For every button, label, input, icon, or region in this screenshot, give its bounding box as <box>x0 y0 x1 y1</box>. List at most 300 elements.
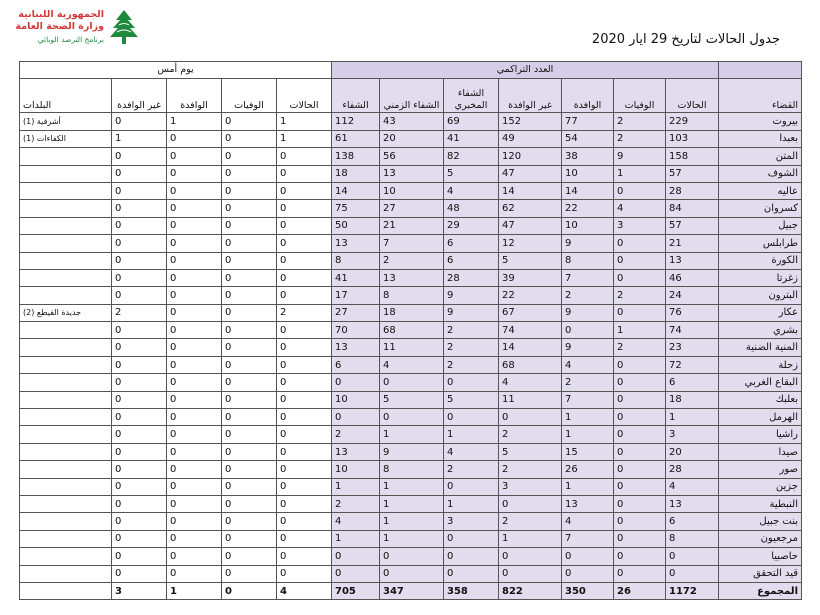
col-y-imported: الوافدة <box>167 79 222 113</box>
cell-y-non-imported: 0 <box>112 182 167 199</box>
table-row <box>20 513 802 530</box>
header-spacer <box>719 62 802 79</box>
col-recovered-time: الشفاء الزمني <box>380 79 444 113</box>
table-row <box>20 287 802 304</box>
cell-recovered-time: 0 <box>380 409 444 426</box>
cell-district: بعلبك <box>719 391 802 408</box>
cell-recovered: 61 <box>332 130 380 147</box>
cell-recovered: 705 <box>332 582 380 599</box>
cell-y-non-imported: 0 <box>112 548 167 565</box>
cell-deaths: 0 <box>614 182 666 199</box>
cell-y-cases: 1 <box>277 130 332 147</box>
cell-recovered-lab: 0 <box>444 565 499 582</box>
cell-towns <box>20 252 112 269</box>
table-row <box>20 391 802 408</box>
cell-imported: 0 <box>562 322 614 339</box>
cell-recovered: 17 <box>332 287 380 304</box>
cell-imported: 350 <box>562 582 614 599</box>
cell-towns <box>20 548 112 565</box>
cell-district: قيد التحقق <box>719 565 802 582</box>
cell-cases: 158 <box>666 148 719 165</box>
cell-recovered: 10 <box>332 461 380 478</box>
cell-y-deaths: 0 <box>222 513 277 530</box>
cell-recovered: 0 <box>332 548 380 565</box>
table-row <box>20 165 802 182</box>
cell-cases: 8 <box>666 530 719 547</box>
cell-recovered: 2 <box>332 495 380 512</box>
cell-cases: 57 <box>666 165 719 182</box>
cell-y-cases: 0 <box>277 478 332 495</box>
cell-imported: 4 <box>562 356 614 373</box>
cell-recovered-time: 1 <box>380 513 444 530</box>
cell-towns <box>20 461 112 478</box>
col-y-cases: الحالات <box>277 79 332 113</box>
cell-recovered-time: 11 <box>380 339 444 356</box>
cell-deaths: 0 <box>614 513 666 530</box>
cell-y-cases: 0 <box>277 426 332 443</box>
cell-y-non-imported: 0 <box>112 339 167 356</box>
cell-recovered-lab: 0 <box>444 374 499 391</box>
cell-imported: 10 <box>562 217 614 234</box>
table-row <box>20 565 802 582</box>
cell-y-cases: 0 <box>277 235 332 252</box>
table-row <box>20 548 802 565</box>
cell-non-imported: 2 <box>499 513 562 530</box>
cell-recovered: 1 <box>332 530 380 547</box>
cell-towns <box>20 182 112 199</box>
cell-y-non-imported: 0 <box>112 356 167 373</box>
cell-deaths: 0 <box>614 269 666 286</box>
cell-towns <box>20 582 112 599</box>
cell-y-imported: 0 <box>167 391 222 408</box>
cell-towns <box>20 374 112 391</box>
cell-imported: 38 <box>562 148 614 165</box>
cell-imported: 15 <box>562 443 614 460</box>
cell-towns <box>20 426 112 443</box>
table-row <box>20 130 802 147</box>
cell-y-cases: 0 <box>277 200 332 217</box>
cell-y-non-imported: 0 <box>112 200 167 217</box>
cell-district: زغرتا <box>719 269 802 286</box>
cell-y-cases: 0 <box>277 252 332 269</box>
cell-deaths: 26 <box>614 582 666 599</box>
cell-y-cases: 0 <box>277 530 332 547</box>
cell-towns <box>20 391 112 408</box>
cell-deaths: 0 <box>614 443 666 460</box>
cell-y-deaths: 0 <box>222 252 277 269</box>
cell-y-deaths: 0 <box>222 287 277 304</box>
ministry-logo <box>10 6 140 46</box>
cell-cases: 46 <box>666 269 719 286</box>
cell-recovered-lab: 41 <box>444 130 499 147</box>
cell-deaths: 0 <box>614 426 666 443</box>
cell-recovered: 14 <box>332 182 380 199</box>
logo-line-republic: الجمهورية اللبنانية <box>18 9 104 20</box>
cell-cases: 1172 <box>666 582 719 599</box>
cell-y-imported: 0 <box>167 304 222 321</box>
cell-y-imported: 0 <box>167 148 222 165</box>
cell-recovered-lab: 4 <box>444 182 499 199</box>
cell-non-imported: 14 <box>499 182 562 199</box>
cell-recovered: 138 <box>332 148 380 165</box>
cell-non-imported: 49 <box>499 130 562 147</box>
cell-y-deaths: 0 <box>222 304 277 321</box>
cell-recovered: 27 <box>332 304 380 321</box>
cell-y-cases: 0 <box>277 495 332 512</box>
cell-deaths: 2 <box>614 339 666 356</box>
cell-district: بعبدا <box>719 130 802 147</box>
cell-cases: 6 <box>666 374 719 391</box>
cell-towns <box>20 565 112 582</box>
cell-towns <box>20 356 112 373</box>
header-columns-row <box>20 79 802 113</box>
col-cases: الحالات <box>666 79 719 113</box>
cell-imported: 1 <box>562 478 614 495</box>
cell-y-deaths: 0 <box>222 148 277 165</box>
cell-non-imported: 120 <box>499 148 562 165</box>
cell-deaths: 2 <box>614 287 666 304</box>
cell-imported: 54 <box>562 130 614 147</box>
cell-recovered-lab: 0 <box>444 409 499 426</box>
cell-recovered-time: 7 <box>380 235 444 252</box>
cell-y-deaths: 0 <box>222 269 277 286</box>
cell-district: زحلة <box>719 356 802 373</box>
group-cumulative: العدد التراكمي <box>332 62 719 79</box>
col-recovered-lab: الشفاء المخبري <box>444 79 499 113</box>
cell-y-cases: 0 <box>277 322 332 339</box>
cell-imported: 0 <box>562 565 614 582</box>
cell-recovered: 2 <box>332 426 380 443</box>
cell-cases: 74 <box>666 322 719 339</box>
cell-deaths: 0 <box>614 374 666 391</box>
cell-recovered: 41 <box>332 269 380 286</box>
cell-y-non-imported: 0 <box>112 391 167 408</box>
cell-cases: 13 <box>666 252 719 269</box>
cell-non-imported: 62 <box>499 200 562 217</box>
table-row <box>20 356 802 373</box>
cell-y-deaths: 0 <box>222 130 277 147</box>
cell-recovered-time: 0 <box>380 565 444 582</box>
cell-y-non-imported: 0 <box>112 409 167 426</box>
table-row <box>20 495 802 512</box>
cell-y-cases: 0 <box>277 565 332 582</box>
cell-district: بشري <box>719 322 802 339</box>
cell-cases: 28 <box>666 461 719 478</box>
cell-recovered: 13 <box>332 235 380 252</box>
cell-recovered-time: 0 <box>380 548 444 565</box>
cell-cases: 3 <box>666 426 719 443</box>
cell-recovered-time: 1 <box>380 426 444 443</box>
total-row <box>20 582 802 599</box>
cell-y-deaths: 0 <box>222 409 277 426</box>
cell-deaths: 0 <box>614 565 666 582</box>
cell-y-deaths: 0 <box>222 322 277 339</box>
cell-deaths: 1 <box>614 165 666 182</box>
table-row <box>20 148 802 165</box>
cell-imported: 13 <box>562 495 614 512</box>
cell-cases: 0 <box>666 548 719 565</box>
cell-y-cases: 0 <box>277 443 332 460</box>
cell-non-imported: 0 <box>499 565 562 582</box>
cell-recovered-lab: 69 <box>444 113 499 130</box>
cell-y-imported: 0 <box>167 356 222 373</box>
cell-y-deaths: 0 <box>222 426 277 443</box>
cell-recovered-time: 2 <box>380 252 444 269</box>
cell-towns <box>20 235 112 252</box>
col-y-deaths: الوفيات <box>222 79 277 113</box>
cell-y-deaths: 0 <box>222 478 277 495</box>
cell-recovered-time: 8 <box>380 287 444 304</box>
cell-imported: 2 <box>562 287 614 304</box>
cell-y-deaths: 0 <box>222 113 277 130</box>
cell-imported: 7 <box>562 269 614 286</box>
cell-cases: 103 <box>666 130 719 147</box>
cell-imported: 77 <box>562 113 614 130</box>
cell-non-imported: 47 <box>499 165 562 182</box>
cell-deaths: 0 <box>614 530 666 547</box>
cell-y-deaths: 0 <box>222 461 277 478</box>
table-row <box>20 182 802 199</box>
cell-district: المجموع <box>719 582 802 599</box>
table-row <box>20 200 802 217</box>
cell-recovered-lab: 0 <box>444 530 499 547</box>
cell-imported: 9 <box>562 339 614 356</box>
cell-district: المتن <box>719 148 802 165</box>
cell-y-non-imported: 0 <box>112 322 167 339</box>
group-yesterday: يوم أمس <box>20 62 332 79</box>
table-body <box>20 113 802 600</box>
cell-deaths: 0 <box>614 478 666 495</box>
cell-cases: 20 <box>666 443 719 460</box>
cell-cases: 1 <box>666 409 719 426</box>
col-y-non-imported: غير الوافدة <box>112 79 167 113</box>
cell-imported: 9 <box>562 304 614 321</box>
logo-line-program: برنامج الترصد الوبائي <box>37 35 104 44</box>
cell-district: الشوف <box>719 165 802 182</box>
cell-recovered-lab: 2 <box>444 461 499 478</box>
cell-y-non-imported: 0 <box>112 461 167 478</box>
cell-recovered: 4 <box>332 513 380 530</box>
cell-y-cases: 0 <box>277 287 332 304</box>
cell-cases: 4 <box>666 478 719 495</box>
cell-non-imported: 0 <box>499 495 562 512</box>
cell-recovered-lab: 1 <box>444 495 499 512</box>
cell-y-imported: 0 <box>167 461 222 478</box>
cell-imported: 26 <box>562 461 614 478</box>
cell-y-non-imported: 0 <box>112 495 167 512</box>
cell-y-imported: 0 <box>167 322 222 339</box>
cell-district: راشيا <box>719 426 802 443</box>
cell-recovered: 112 <box>332 113 380 130</box>
cell-deaths: 0 <box>614 391 666 408</box>
cell-towns <box>20 339 112 356</box>
cell-recovered-time: 18 <box>380 304 444 321</box>
cell-recovered-time: 10 <box>380 182 444 199</box>
table-row <box>20 443 802 460</box>
cell-towns <box>20 287 112 304</box>
cell-district: حاصبيا <box>719 548 802 565</box>
cell-y-non-imported: 0 <box>112 443 167 460</box>
cell-recovered: 10 <box>332 391 380 408</box>
cell-y-deaths: 0 <box>222 530 277 547</box>
cell-recovered: 13 <box>332 339 380 356</box>
cell-y-cases: 0 <box>277 513 332 530</box>
cell-recovered: 8 <box>332 252 380 269</box>
cell-imported: 14 <box>562 182 614 199</box>
cell-non-imported: 67 <box>499 304 562 321</box>
cell-y-deaths: 0 <box>222 391 277 408</box>
cell-y-non-imported: 2 <box>112 304 167 321</box>
cell-recovered-time: 68 <box>380 322 444 339</box>
cell-imported: 7 <box>562 530 614 547</box>
cell-recovered-lab: 29 <box>444 217 499 234</box>
table-row <box>20 426 802 443</box>
cell-imported: 0 <box>562 548 614 565</box>
cell-y-imported: 0 <box>167 409 222 426</box>
cell-recovered: 70 <box>332 322 380 339</box>
cell-district: طرابلس <box>719 235 802 252</box>
table-row <box>20 374 802 391</box>
cell-deaths: 1 <box>614 322 666 339</box>
cell-y-imported: 0 <box>167 200 222 217</box>
cell-y-non-imported: 0 <box>112 165 167 182</box>
cell-district: جبيل <box>719 217 802 234</box>
cell-recovered-lab: 5 <box>444 165 499 182</box>
cell-recovered-lab: 48 <box>444 200 499 217</box>
cell-district: الهرمل <box>719 409 802 426</box>
cell-district: البترون <box>719 287 802 304</box>
cell-y-imported: 1 <box>167 113 222 130</box>
cell-recovered-time: 5 <box>380 391 444 408</box>
cell-cases: 24 <box>666 287 719 304</box>
cell-y-imported: 0 <box>167 130 222 147</box>
cell-recovered: 18 <box>332 165 380 182</box>
cell-recovered-time: 1 <box>380 495 444 512</box>
cell-y-cases: 0 <box>277 374 332 391</box>
cell-cases: 72 <box>666 356 719 373</box>
cell-cases: 84 <box>666 200 719 217</box>
cell-cases: 229 <box>666 113 719 130</box>
cell-imported: 9 <box>562 235 614 252</box>
cell-district: البقاع الغربي <box>719 374 802 391</box>
cell-cases: 28 <box>666 182 719 199</box>
cell-y-non-imported: 0 <box>112 252 167 269</box>
cell-towns <box>20 513 112 530</box>
cell-recovered-lab: 6 <box>444 235 499 252</box>
cell-imported: 1 <box>562 409 614 426</box>
logo-line-ministry: وزارة الصحة العامة <box>15 21 104 32</box>
cell-recovered-time: 56 <box>380 148 444 165</box>
cell-recovered-lab: 9 <box>444 304 499 321</box>
cell-recovered-time: 13 <box>380 269 444 286</box>
cell-y-imported: 0 <box>167 339 222 356</box>
cell-y-imported: 0 <box>167 443 222 460</box>
cell-y-imported: 0 <box>167 235 222 252</box>
cell-towns <box>20 409 112 426</box>
cell-non-imported: 68 <box>499 356 562 373</box>
cell-recovered-lab: 9 <box>444 287 499 304</box>
table-row <box>20 461 802 478</box>
cell-y-non-imported: 0 <box>112 478 167 495</box>
cell-towns <box>20 200 112 217</box>
table-row <box>20 269 802 286</box>
col-recovered: الشفاء <box>332 79 380 113</box>
cell-y-deaths: 0 <box>222 235 277 252</box>
cell-non-imported: 14 <box>499 339 562 356</box>
cell-deaths: 0 <box>614 495 666 512</box>
cell-y-deaths: 0 <box>222 339 277 356</box>
cell-y-cases: 0 <box>277 409 332 426</box>
cell-recovered-time: 8 <box>380 461 444 478</box>
cell-recovered-time: 1 <box>380 478 444 495</box>
cell-imported: 7 <box>562 391 614 408</box>
cell-y-non-imported: 0 <box>112 530 167 547</box>
cell-deaths: 4 <box>614 200 666 217</box>
cell-y-imported: 0 <box>167 426 222 443</box>
cell-y-cases: 0 <box>277 269 332 286</box>
cell-recovered-lab: 4 <box>444 443 499 460</box>
cell-recovered: 0 <box>332 409 380 426</box>
cell-imported: 1 <box>562 426 614 443</box>
cell-towns <box>20 322 112 339</box>
cell-y-non-imported: 0 <box>112 426 167 443</box>
cell-recovered-lab: 6 <box>444 252 499 269</box>
cell-deaths: 0 <box>614 409 666 426</box>
cell-y-imported: 0 <box>167 478 222 495</box>
table-row <box>20 235 802 252</box>
cell-towns <box>20 217 112 234</box>
cell-imported: 22 <box>562 200 614 217</box>
cell-district: النبطية <box>719 495 802 512</box>
table-row <box>20 252 802 269</box>
cell-deaths: 0 <box>614 235 666 252</box>
cell-y-deaths: 0 <box>222 356 277 373</box>
cell-deaths: 2 <box>614 130 666 147</box>
table-row <box>20 478 802 495</box>
cell-deaths: 0 <box>614 304 666 321</box>
cell-y-non-imported: 1 <box>112 130 167 147</box>
cell-y-imported: 0 <box>167 287 222 304</box>
cell-deaths: 0 <box>614 461 666 478</box>
cell-towns <box>20 148 112 165</box>
cell-cases: 76 <box>666 304 719 321</box>
cell-recovered-lab: 2 <box>444 356 499 373</box>
cell-y-cases: 0 <box>277 356 332 373</box>
cell-non-imported: 152 <box>499 113 562 130</box>
cell-cases: 21 <box>666 235 719 252</box>
cell-recovered: 0 <box>332 374 380 391</box>
cell-district: الكورة <box>719 252 802 269</box>
cell-y-deaths: 0 <box>222 165 277 182</box>
cell-y-cases: 0 <box>277 339 332 356</box>
cell-y-imported: 0 <box>167 548 222 565</box>
cell-recovered-lab: 28 <box>444 269 499 286</box>
cell-recovered-lab: 0 <box>444 548 499 565</box>
cell-y-imported: 0 <box>167 374 222 391</box>
col-district: القضاء <box>719 79 802 113</box>
cell-non-imported: 3 <box>499 478 562 495</box>
cell-y-imported: 0 <box>167 252 222 269</box>
cell-deaths: 3 <box>614 217 666 234</box>
cell-recovered-lab: 358 <box>444 582 499 599</box>
cell-district: عكار <box>719 304 802 321</box>
cell-district: جزين <box>719 478 802 495</box>
cell-non-imported: 1 <box>499 530 562 547</box>
cell-towns <box>20 269 112 286</box>
cell-cases: 13 <box>666 495 719 512</box>
cell-recovered: 75 <box>332 200 380 217</box>
cell-recovered-time: 21 <box>380 217 444 234</box>
